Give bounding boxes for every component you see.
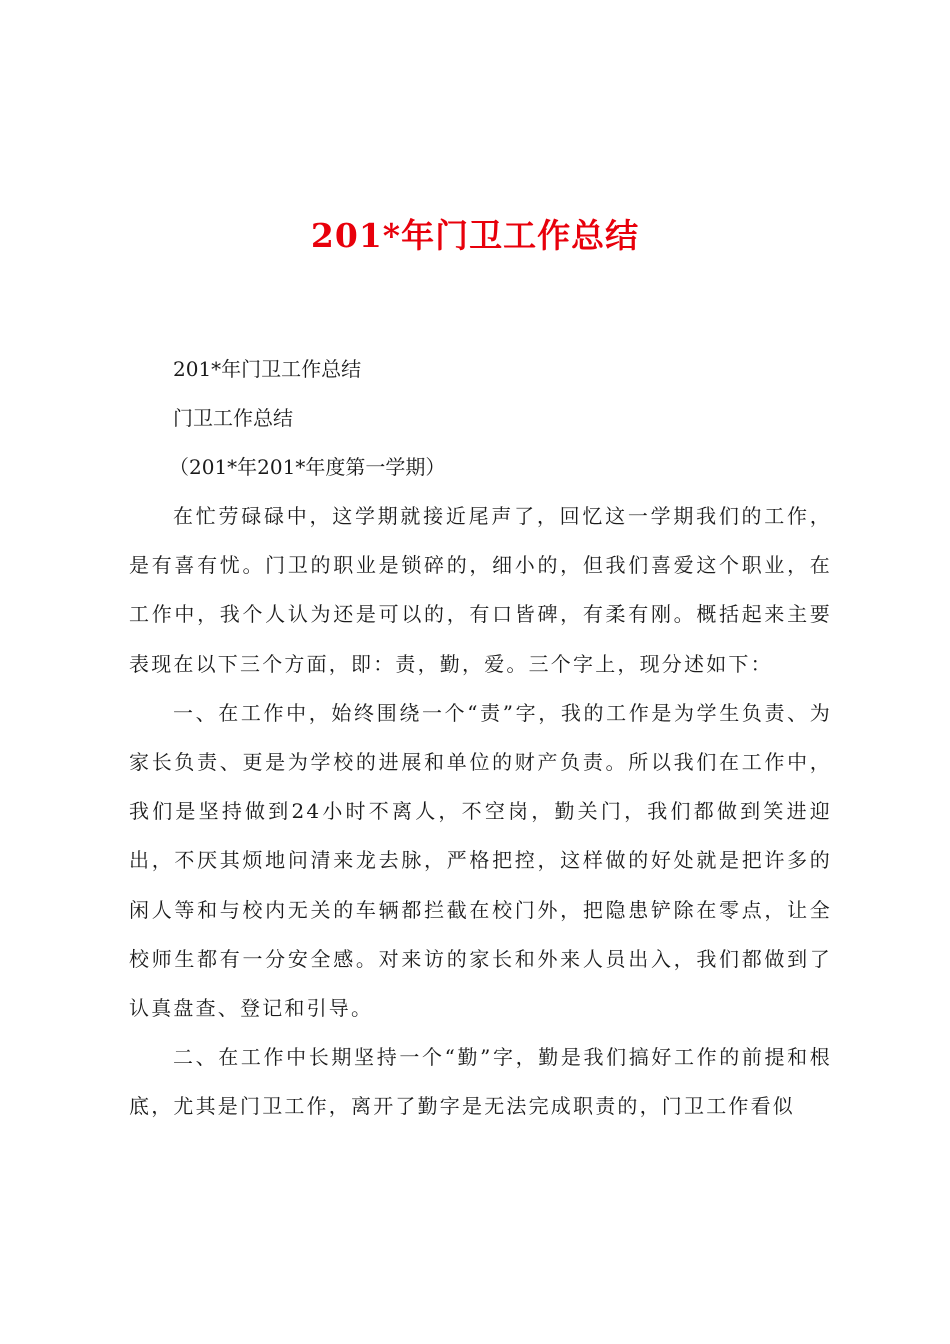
- heading-line: 201*年门卫工作总结: [173, 357, 362, 381]
- paragraph-responsibility: 一、在工作中，始终围绕一个“责”字，我的工作是为学生负责、为家长负责、更是为学校的进展和单位的财产负责。所以我们在工作中，我们是坚持做到24小时不离人，不空岗，勤关门，我们都做到笑进迎出，不厌其烦地问清来龙去脉，严格把控，这样做的好处就是把许多的闲人等和与校内无关的车辆都拦截在校门外，把隐患铲除在零点，让全校师生都有一分安全感。对来访的家长和外来人员出入，我们都做到了认真盘查、登记和引导。: [129, 700, 832, 1021]
- paragraph-intro: 在忙劳碌碌中，这学期就接近尾声了，回忆这一学期我们的工作，是有喜有忧。门卫的职业是锁碎的，细小的，但我们喜爱这个职业，在工作中，我个人认为还是可以的，有口皆碑，有柔有刚。概括起来主要表现在以下三个方面，即：责，勤，爱。三个字上，现分述如下：: [129, 504, 832, 676]
- paragraph-diligence: 二、在工作中长期坚持一个“勤”字，勤是我们搞好工作的前提和根底，尤其是门卫工作，离开了勤字是无法完成职责的，门卫工作看似: [129, 1045, 832, 1119]
- document-title: 201*年门卫工作总结: [310, 216, 640, 255]
- subheading-line: 门卫工作总结: [173, 406, 293, 430]
- document-body: [129, 345, 832, 1132]
- term-line: （201*年201*年度第一学期）: [169, 455, 446, 479]
